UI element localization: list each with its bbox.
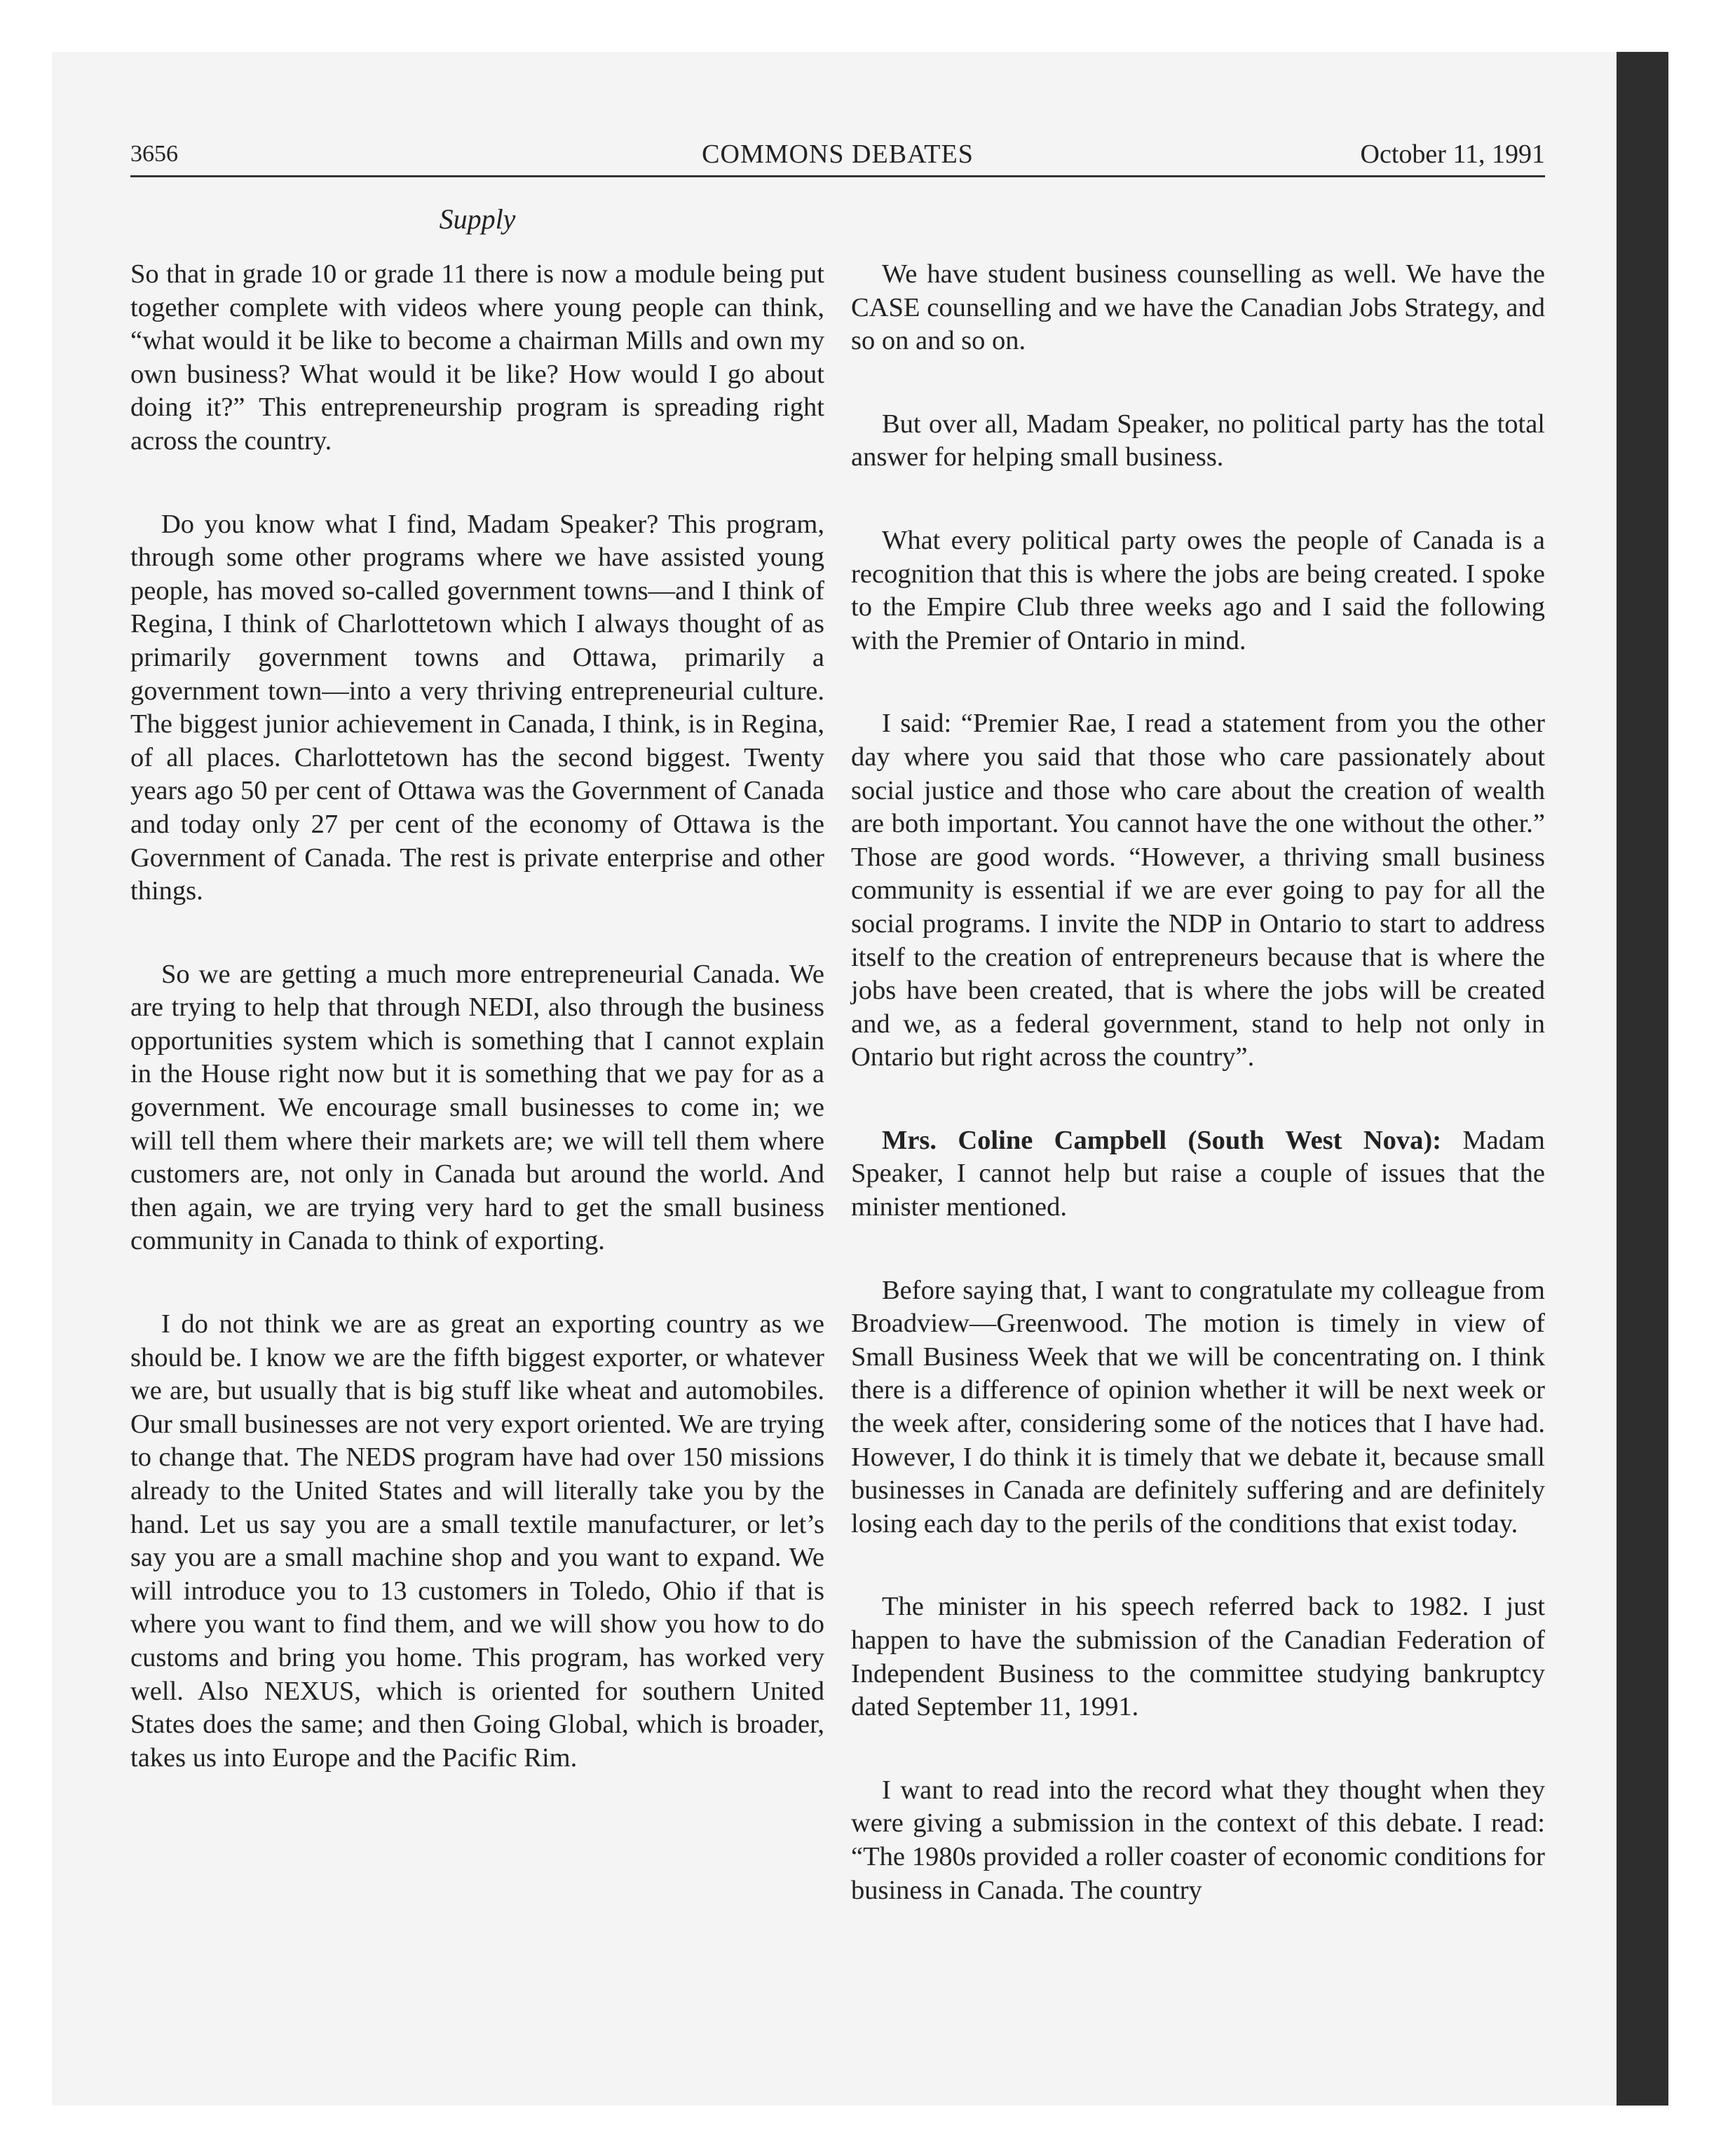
running-header — [130, 136, 1545, 172]
scanner-shadow-edge — [1617, 52, 1668, 2106]
paragraph: But over all, Madam Speaker, no political party has the total answer for helping small business. — [851, 409, 1545, 472]
speaker-name: Mrs. Coline Campbell (South West Nova): — [882, 1125, 1442, 1155]
paragraph: I said: “Premier Rae, I read a statement from you the other day where you said that those who care passionately about social justice and those who care about the creation of wealth are both important. You cannot have the one without the other.” Those are good words. “However, a thriving small business community is essential if we are ever going to pay for all the social programs. I invite the NDP in Ontario to start to address itself to the creation of entrepreneurs because that is where the jobs have been created, that is where the jobs will be created and we, as a federal government, stand to help not only in Ontario but right across the country”. — [851, 709, 1545, 1072]
paragraph: Do you know what I find, Madam Speaker? This program, through some other programs where we have assisted young people, has moved so-called government towns—and I think of Regina, I think of Charlottetown which I always thought of as primarily government towns and Ottawa, primarily a government town—into a very thriving entrepreneurial culture. The biggest junior achievement in Canada, I think, is in Regina, of all places. Charlottetown has the second biggest. Twenty years ago 50 per cent of Ottawa was the Government of Canada and today only 27 per cent of the economy of Ottawa is the Government of Canada. The rest is private enterprise and other things. — [130, 509, 824, 906]
paragraph: I want to read into the record what they thought when they were giving a submission in the context of this debate. I read: “The 1980s provided a roller coaster of economic conditions for business in Canada. The country — [851, 1775, 1545, 1905]
speaker-text: Madam Speaker, I cannot help but raise a couple of issues that the minister mentioned. — [851, 1125, 1545, 1222]
publication-title: COMMONS DEBATES — [702, 139, 974, 169]
left-column — [130, 258, 824, 1775]
speaker-paragraph — [851, 1124, 1545, 1224]
section-heading: Supply — [439, 203, 516, 235]
paragraph: So we are getting a much more entrepreneurial Canada. We are trying to help that through NEDI, also through the business opportunities system which is something that I cannot explain in the House right now but it is something that we pay for as a government. We encourage small businesses to come in; we will tell them where their markets are; we will tell them where customers are, not only in Canada but around the world. And then again, we are trying very hard to get the small business community in Canada to think of exporting. — [130, 959, 824, 1256]
paragraph: What every political party owes the people of Canada is a recognition that this is where the jobs are being created. I spoke to the Empire Club three weeks ago and I said the following with the Premier of Ontario in mind. — [851, 525, 1545, 655]
paragraph: The minister in his speech referred back to 1982. I just happen to have the submission of the Canadian Federation of Independent Business to the committee studying bankruptcy dated September 11, 1991. — [851, 1592, 1545, 1722]
paragraph: I do not think we are as great an exporting country as we should be. I know we are the fifth biggest exporter, or whatever we are, but usually that is big stuff like wheat and automobiles. Our small businesses are not very export oriented. We are trying to change that. The NEDS program have had over 150 missions already to the United States and will literally take you by the hand. Let us say you are a small textile manufacturer, or let’s say you are a small machine shop and you want to expand. We will introduce you to 13 customers in Toledo, Ohio if that is where you want to find them, and we will show you how to do customs and bring you home. This program, has worked very well. Also NEXUS, which is oriented for southern United States does the same; and then Going Global, which is broader, takes us into Europe and the Pacific Rim. — [130, 1309, 824, 1773]
paragraph: We have student business counselling as well. We have the CASE counselling and we have the Canadian Jobs Strategy, and so on and so on. — [851, 259, 1545, 356]
page-number: 3656 — [130, 141, 178, 167]
paragraph: Before saying that, I want to congratulate my colleague from Broadview—Greenwood. The motion is timely in view of Small Business Week that we will be concentrating on. I think there is a difference of opinion whether it will be next week or the week after, considering some of the notices that I have had. However, I do think it is timely that we debate it, because small businesses in Canada are definitely suffering and are definitely losing each day to the perils of the conditions that exist today. — [851, 1275, 1545, 1538]
right-column — [851, 258, 1545, 1907]
header-rule — [130, 175, 1545, 177]
issue-date: October 11, 1991 — [1360, 139, 1545, 169]
paragraph: So that in grade 10 or grade 11 there is now a module being put together complete with videos where young people can think, “what would it be like to become a chairman Mills and own my own business? What would it be like? How would I go about doing it?” This entrepreneurship program is spreading right across the country. — [130, 259, 824, 456]
